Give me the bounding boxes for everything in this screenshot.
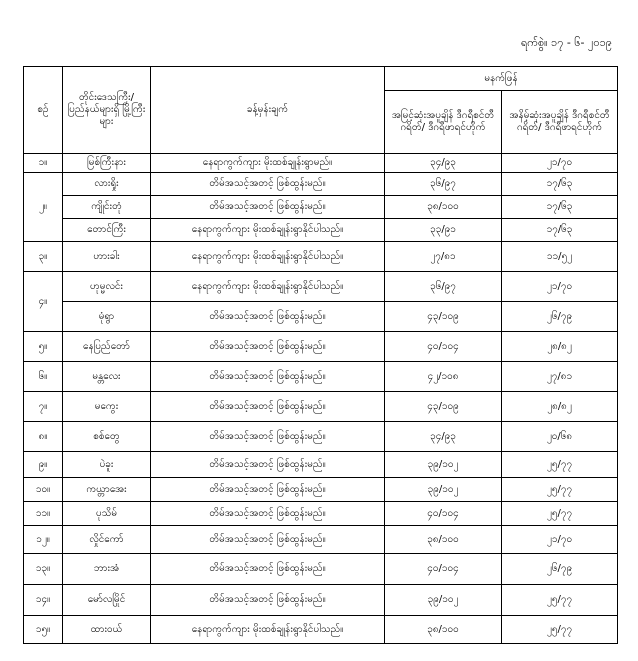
min-temp: ၂၅/၇၇	[502, 502, 618, 526]
max-temp: ၂၇/၈၁	[385, 242, 502, 272]
min-temp: ၁၁/၅၂	[502, 242, 618, 272]
table-row	[24, 302, 618, 332]
city-name: ကျိုင်းတုံ	[63, 196, 151, 219]
table-row	[24, 242, 618, 272]
row-no: ၃။	[24, 242, 63, 272]
row-no: ၅။	[24, 332, 63, 362]
forecast-text: တိမ်အသင့်အတင့် ဖြစ်ထွန်းမည်။	[151, 196, 385, 219]
table-row	[24, 272, 618, 302]
row-no: ၈။	[24, 422, 63, 452]
max-temp: ၃၈/၁၀၀	[385, 526, 502, 554]
table-row	[24, 554, 618, 585]
min-temp: ၂၈/၈၂	[502, 392, 618, 422]
min-temp: ၂၁/၇၀	[502, 526, 618, 554]
min-temp: ၂၅/၇၇	[502, 478, 618, 502]
table-row	[24, 616, 618, 644]
table-row	[24, 478, 618, 502]
max-temp: ၃၈/၁၀၀	[385, 196, 502, 219]
city-name: မန္တလေး	[63, 362, 151, 392]
forecast-text: တိမ်အသင့်အတင့် ဖြစ်ထွန်းမည်။	[151, 526, 385, 554]
min-temp: ၂၁/၇၀	[502, 272, 618, 302]
table-row	[24, 154, 618, 173]
forecast-text: တိမ်အသင့်အတင့် ဖြစ်ထွန်းမည်။	[151, 502, 385, 526]
header-min-temp: အနိမ့်ဆုံးအပူချိန် ဒီဂရီစင်တီဂရိတ်/ ဒီဂရီဖာရင်ဟိုက်	[502, 91, 618, 154]
city-name: ကယ္တာအေး	[63, 478, 151, 502]
row-no: ၄။	[24, 272, 63, 332]
forecast-text: နေရာကွက်ကျား မိုးထစ်ချုန်းရွာနိုင်ပါသည်။	[151, 242, 385, 272]
min-temp: ၂၆/၇၉	[502, 302, 618, 332]
row-no: ၁၃။	[24, 554, 63, 585]
city-name: ပုသိမ်	[63, 502, 151, 526]
header-max-temp: အမြင့်ဆုံးအပူချိန် ဒီဂရီစင်တီဂရိတ်/ ဒီဂရီဖာရင်ဟိုက်	[385, 91, 502, 154]
min-temp: ၁၇/၆၃	[502, 219, 618, 242]
min-temp: ၂၀/၆၈	[502, 422, 618, 452]
row-no: ၆။	[24, 362, 63, 392]
forecast-text: တိမ်အသင့်အတင့် ဖြစ်ထွန်းမည်။	[151, 554, 385, 585]
forecast-text: တိမ်အသင့်အတင့် ဖြစ်ထွန်းမည်။	[151, 392, 385, 422]
city-name: ဟားခါး	[63, 242, 151, 272]
city-name: ထားဝယ်	[63, 616, 151, 644]
city-name: ဟုမ္မလင်း	[63, 272, 151, 302]
city-name: မုံရွာ	[63, 302, 151, 332]
max-temp: ၃၉/၁၀၂	[385, 585, 502, 616]
header-forecast: ခန့်မှန်းချက်	[151, 67, 385, 154]
forecast-text: နေရာကွက်ကျား မိုးထစ်ချုန်းရွာနိုင်ပါသည်။	[151, 272, 385, 302]
row-no: ၁၄။	[24, 585, 63, 616]
max-temp: ၃၉/၁၀၂	[385, 478, 502, 502]
forecast-text: တိမ်အသင့်အတင့် ဖြစ်ထွန်းမည်။	[151, 478, 385, 502]
city-name: မြစ်ကြီးနား	[63, 154, 151, 173]
table-row	[24, 452, 618, 478]
row-no: ၁၂။	[24, 526, 63, 554]
city-name: လားရှိုး	[63, 173, 151, 196]
table-row	[24, 332, 618, 362]
row-no: ၇။	[24, 392, 63, 422]
city-name: လှိုင်ကော်	[63, 526, 151, 554]
table-row	[24, 526, 618, 554]
forecast-text: တိမ်အသင့်အတင့် ဖြစ်ထွန်းမည်။	[151, 302, 385, 332]
table-row	[24, 362, 618, 392]
table-row	[24, 173, 618, 196]
forecast-text: တိမ်အသင့်အတင့် ဖြစ်ထွန်းမည်။	[151, 173, 385, 196]
table-row	[24, 422, 618, 452]
forecast-text: နေရာကွက်ကျား မိုးထစ်ချုန်းရွာမည်။	[151, 154, 385, 173]
min-temp: ၂၁/၇၀	[502, 154, 618, 173]
min-temp: ၂၆/၇၉	[502, 554, 618, 585]
max-temp: ၃၄/၉၃	[385, 154, 502, 173]
min-temp: ၂၅/၇၇	[502, 585, 618, 616]
forecast-text: နေရာကွက်ကျား မိုးထစ်ချုန်းရွာနိုင်ပါသည်။	[151, 219, 385, 242]
max-temp: ၃၄/၉၃	[385, 422, 502, 452]
row-no: ၁။	[24, 154, 63, 173]
max-temp: ၄၀/၁၀၄	[385, 554, 502, 585]
table-row	[24, 392, 618, 422]
table-row	[24, 196, 618, 219]
max-temp: ၄၃/၁၀၉	[385, 392, 502, 422]
city-name: ဘားအံ	[63, 554, 151, 585]
city-name: တောင်ကြီး	[63, 219, 151, 242]
report-date: ရက်စွဲ။ ၁၇ - ၆- ၂၀၁၉	[520, 36, 612, 49]
forecast-text: တိမ်အသင့်အတင့် ဖြစ်ထွန်းမည်။	[151, 452, 385, 478]
city-name: မကွေး	[63, 392, 151, 422]
city-name: နေပြည်တော်	[63, 332, 151, 362]
max-temp: ၃၉/၁၀၂	[385, 452, 502, 478]
table-row	[24, 585, 618, 616]
max-temp: ၄၂/၁၀၈	[385, 362, 502, 392]
min-temp: ၁၇/၆၃	[502, 173, 618, 196]
forecast-text: နေရာကွက်ကျား မိုးထစ်ချုန်းရွာနိုင်ပါသည်။	[151, 616, 385, 644]
forecast-text: တိမ်အသင့်အတင့် ဖြစ်ထွန်းမည်။	[151, 422, 385, 452]
max-temp: ၃၈/၁၀၀	[385, 616, 502, 644]
forecast-text: တိမ်အသင့်အတင့် ဖြစ်ထွန်းမည်။	[151, 585, 385, 616]
header-no: စဉ်	[24, 67, 63, 154]
city-name: စစ်တွေ	[63, 422, 151, 452]
max-temp: ၄၀/၁၀၄	[385, 332, 502, 362]
weather-forecast-table	[23, 66, 618, 644]
city-name: မော်လမြိုင်	[63, 585, 151, 616]
table-row	[24, 502, 618, 526]
row-no: ၉။	[24, 452, 63, 478]
max-temp: ၄၃/၁၀၉	[385, 302, 502, 332]
forecast-text: တိမ်အသင့်အတင့် ဖြစ်ထွန်းမည်။	[151, 362, 385, 392]
row-no: ၁၅။	[24, 616, 63, 644]
header-temperature: မနက်ဖြန်	[385, 67, 618, 91]
max-temp: ၃၃/၉၁	[385, 219, 502, 242]
min-temp: ၂၅/၇၇	[502, 452, 618, 478]
table-row	[24, 219, 618, 242]
max-temp: ၃၆/၉၇	[385, 173, 502, 196]
city-name: ပဲခူး	[63, 452, 151, 478]
min-temp: ၂၈/၈၂	[502, 332, 618, 362]
row-no: ၁၁။	[24, 502, 63, 526]
min-temp: ၁၇/၆၃	[502, 196, 618, 219]
row-no: ၂။	[24, 173, 63, 242]
row-no: ၁၀။	[24, 478, 63, 502]
max-temp: ၃၆/၉၇	[385, 272, 502, 302]
min-temp: ၂၇/၈၁	[502, 362, 618, 392]
header-region: တိုင်းဒေသကြီး/ ပြည်နယ်များရှိ မြို့ကြီးများ	[63, 67, 151, 154]
min-temp: ၂၅/၇၇	[502, 616, 618, 644]
max-temp: ၄၀/၁၀၄	[385, 502, 502, 526]
forecast-text: တိမ်အသင့်အတင့် ဖြစ်ထွန်းမည်။	[151, 332, 385, 362]
